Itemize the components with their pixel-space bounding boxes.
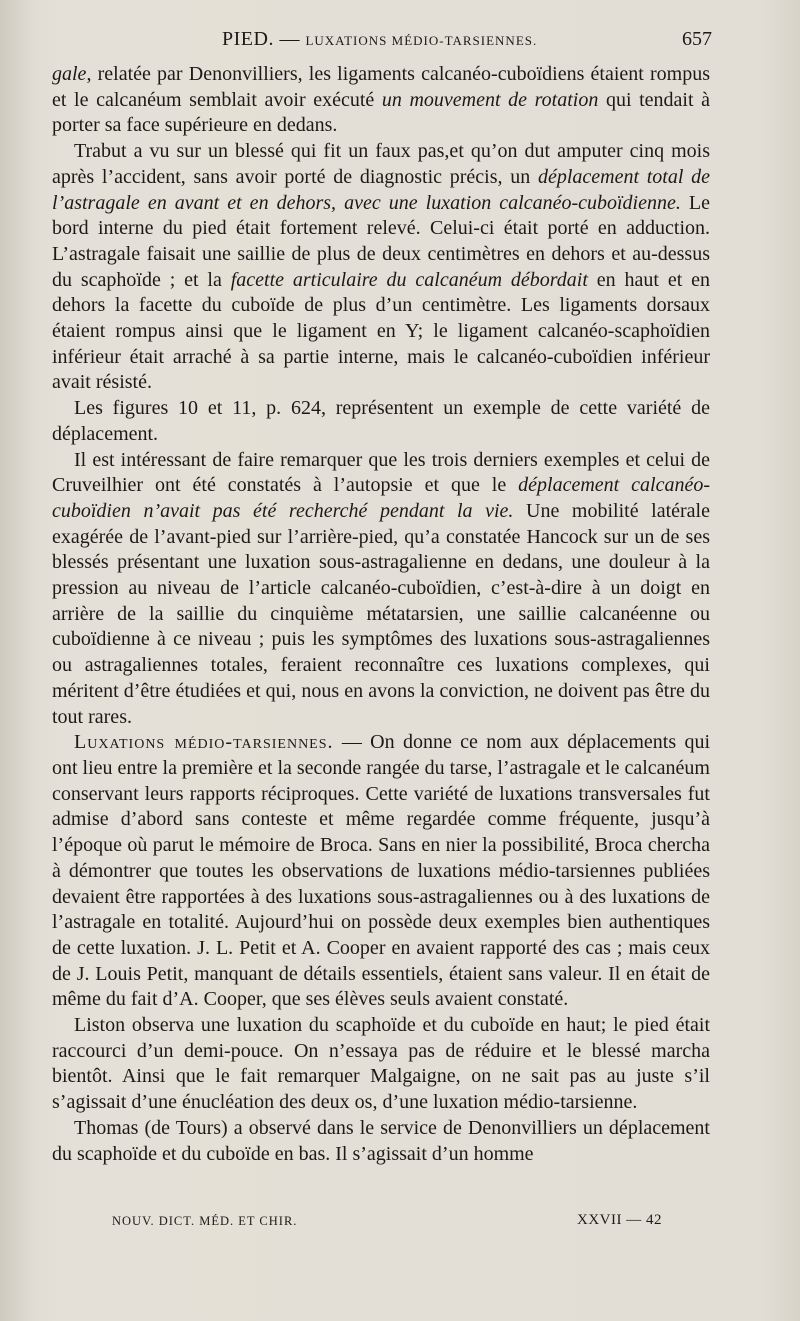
text-run: Le bord interne du pied était fortement relevé. Celui-ci était porté en adduction. L’astragale faisait une saillie de plus de deux centimètres en dehors et au-dessus du scaphoïde ; et la [52,191,711,291]
paragraph [52,1013,710,1116]
text-run: , relatée par Denonvilliers, les ligaments calcanéo-cuboïdiens étaient rompus et le calcanéum semblait avoir exécuté [52,63,710,111]
text-run: Trabut a vu sur un blessé qui fit un faux pas,et qu’on dut amputer cinq mois après l’accident, sans avoir porté de diagnostic précis, un [52,140,710,188]
text-run: Les figures 10 et 11, p. 624, représentent un exemple de cette variété de déplacement. [52,397,710,445]
header-title [222,28,537,51]
body-text [52,62,710,1167]
page-number: 657 [682,28,712,50]
italic-run: facette articulaire du calcanéum débordait [230,268,588,291]
paragraph [52,62,710,139]
paragraph [52,730,710,1013]
italic-run: un mouvement de rotation [381,88,599,111]
header-running-title: PIED. [222,28,274,50]
footer-signature: NOUV. DICT. MÉD. ET CHIR. [112,1214,298,1228]
text-run: qui tendait à porter sa face supérieure en dedans. [52,88,710,137]
text-run: Liston observa une luxation du scaphoïde et du cuboïde en haut; le pied était raccourci d’un demi-pouce. On n’essaya pas de réduire et le blessé marcha bientôt. Ainsi que le fait remarquer Malgaigne, on ne sait pas au juste s’il s’agissait d’une énucléation des deux os, d’une luxation médio-tarsienne. [52,1014,710,1114]
italic-run: déplacement total de l’astragale en avant et en dehors, avec une luxation calcanéo-cuboïdienne. [52,165,710,214]
italic-run: déplacement calcanéo-cuboïdien n’avait pas été recherché pendant la vie. [52,474,711,522]
text-run: Il est intéressant de faire remarquer que les trois derniers exemples et celui de Cruveilhier ont été constatés à l’autopsie et que le [52,448,710,497]
header-section-title: LUXATIONS MÉDIO-TARSIENNES. [305,33,538,48]
italic-run: gale [52,63,87,85]
footer-volume: XXVII — 42 [577,1212,662,1228]
paragraph [52,448,710,731]
paragraph [52,1116,710,1167]
page-footer [112,1212,662,1232]
header-dash: — [279,28,300,50]
paragraph [52,396,710,447]
paragraph [52,139,710,396]
running-header [52,28,712,56]
text-run: Thomas (de Tours) a observé dans le service de Denonvilliers un déplacement du scaphoïde et du cuboïde en bas. Il s’agissait d’un homme [52,1116,710,1165]
text-run: en haut et en dehors la facette du cuboïde de plus d’un centimètre. Les ligaments dorsaux étaient rompus ainsi que le ligament en Y; le ligament calcanéo-scaphoïdien inférieur était arraché à sa partie interne, mais le calcanéo-cuboïdien inférieur avait résisté. [52,268,710,394]
section-heading-run: Luxations médio-tarsiennes. [74,731,334,754]
text-run: — On donne ce nom aux déplacements qui ont lieu entre la première et la seconde rangée du tarse, l’astragale et le calcanéum conservant leurs rapports réciproques. Cette variété de luxations transversales fut admise d’abord sans conteste et même regardée comme fréquente, jusqu’à l’époque où parut le mémoire de Broca. Sans en nier la possibilité, Broca chercha à démontrer que toutes les observations de luxations médio-tarsiennes publiées devaient être rapportées à des luxations sous-astragaliennes ou à des luxations de l’astragale en totalité. Aujourd’hui on possède deux exemples bien authentiques de cette luxation. J. L. Petit et A. Cooper en avaient rapporté des cas ; mais ceux de J. Louis Petit, manquant de détails essentiels, étaient sans valeur. Il en était de même du fait d’A. Cooper, que ses élèves seuls avaient constaté. [52,731,711,1011]
text-run: Une mobilité latérale exagérée de l’avant-pied sur l’arrière-pied, qu’a constatée Hancock sur un de ses blessés présentant une luxation sous-astragalienne en dedans, une douleur à la pression au niveau de l’article calcanéo-cuboïdien, c’est-à-dire à un doigt en arrière de la saillie du cinquième métatarsien, une saillie calcanéenne ou cuboïdienne à ce niveau ; puis les symptômes des luxations sous-astragaliennes ou astragaliennes totales, feraient reconnaître ces luxations complexes, qui méritent d’être étudiées et qui, nous en avons la conviction, ne doivent pas être du tout rares. [52,499,710,728]
